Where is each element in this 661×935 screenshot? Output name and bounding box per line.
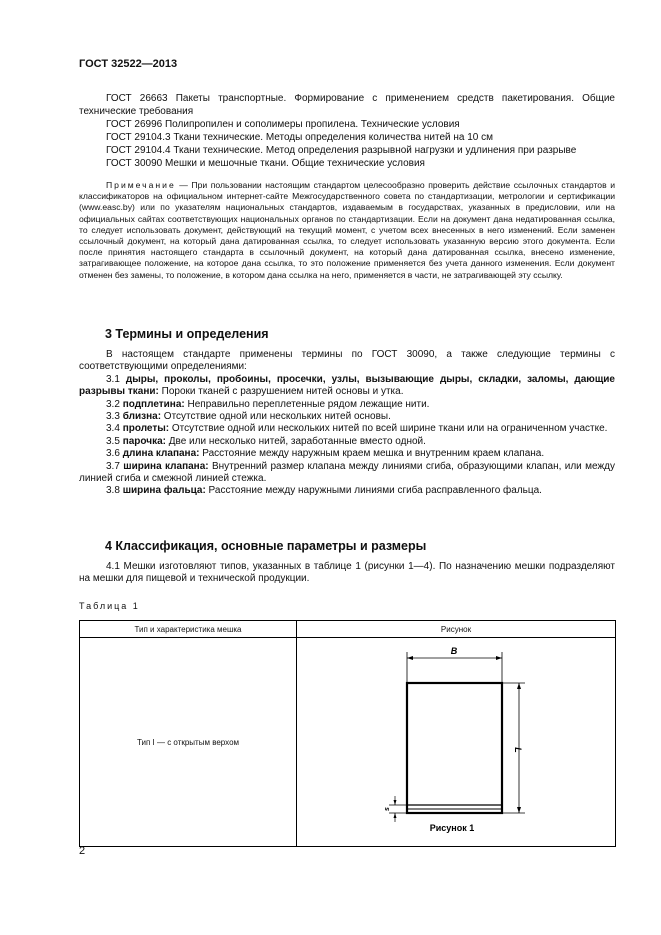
section-4-title: 4 Классификация, основные параметры и размеры (105, 539, 427, 553)
reference-item: ГОСТ 30090 Мешки и мешочные ткани. Общие технические условия (106, 158, 425, 169)
column-header-type: Тип и характеристика мешка (80, 621, 297, 638)
term-item: 3.4 пролеты: Отсутствие одной или нескольких нитей по всей ширине ткани или на ограниченном участке. (106, 423, 608, 435)
document-code: ГОСТ 32522—2013 (79, 58, 178, 70)
figure-cell (297, 638, 616, 847)
reference-item: ГОСТ 29104.3 Ткани технические. Методы определения количества нитей на 10 см (106, 132, 494, 143)
table-caption: Таблица 1 (79, 601, 140, 611)
section-3-intro: В настоящем стандарте применены термины по ГОСТ 30090, а также следующие термины с соответствующими определениями: (79, 349, 615, 373)
table-header-row (80, 621, 616, 638)
term-item: 3.8 ширина фальца: Расстояние между наружными линиями сгиба расправленного фальца. (106, 485, 542, 497)
term-item: 3.3 близна: Отсутствие одной или нескольких нитей основы. (106, 411, 391, 423)
reference-item: ГОСТ 26663 Пакеты транспортные. Формирование с применением средств пакетирования. Общие технические требования (79, 93, 615, 117)
note-text: — При пользовании настоящим стандартом целесообразно проверить действие ссылочных стандартов и классификаторов на официальном интернет-сайте Межгосударственного совета по стандартизации, метрологии и сертификации (www.easc.by) или по указателям национальных стандартов, издаваемым в государствах, указанных в предисловии, или на официальных сайтах соответствующих национальных органов по стандартизации. Если на документ дана недатированная ссылка, то следует использовать документ, действующий на текущий момент, с учетом всех внесенных в него изменений. Если заменен ссылочный документ, на который дана датированная ссылка, то следует использовать указанную версию этого документа. Если после принятия настоящего стандарта в ссылочный документ, на который дана датированная ссылка, внесено изменение, затрагивающее положение, на которое дана ссылка, то это положение применяется без учета данного изменения. Если документ отменен без замены, то положение, в котором дана ссылка на него, применяется в части, не затрагивающей эту ссылку. (79, 180, 615, 280)
note-label: Примечание (106, 180, 176, 190)
reference-item: ГОСТ 26996 Полипропилен и сополимеры пропилена. Технические условия (106, 119, 460, 130)
page-number: 2 (79, 845, 86, 857)
section-3-title: 3 Термины и определения (105, 327, 269, 341)
table-row (80, 638, 616, 847)
normative-references (79, 92, 615, 170)
bag-outline (407, 683, 502, 813)
bag-diagram (297, 638, 615, 846)
term-item: 3.7 ширина клапана: Внутренний размер клапана между линиями сгиба, образующими клапан, или между линией сгиба и смежной линией стежка. (79, 460, 615, 485)
figure-caption: Рисунок 1 (429, 823, 475, 833)
bag-type-cell: Тип I — с открытым верхом (80, 638, 297, 847)
reference-item: ГОСТ 29104.4 Ткани технические. Метод определения разрывной нагрузки и удлинения при разрыве (106, 145, 577, 156)
section-4-para: 4.1 Мешки изготовляют типов, указанных в таблице 1 (рисунки 1—4). По назначению мешки подразделяют на мешки для пищевой и технической продукции. (79, 561, 615, 585)
column-header-figure: Рисунок (297, 621, 616, 638)
term-item: 3.5 парочка: Две или несколько нитей, заработанные вместо одной. (106, 435, 426, 447)
length-label: L (513, 747, 523, 753)
section-3-body (79, 349, 615, 498)
term-item: 3.1 дыры, проколы, пробоины, просечки, узлы, вызывающие дыры, складки, заломы, дающие разрывы ткани: Пороки тканей с разрушением нитей основы и утка. (79, 373, 615, 398)
seam-label: s (384, 807, 391, 811)
term-item: 3.6 длина клапана: Расстояние между наружным краем мешка и внутренним краем клапана. (106, 448, 545, 460)
note-block (79, 180, 615, 281)
width-label: B (450, 646, 458, 656)
term-item: 3.2 подплетина: Неправильно переплетенные рядом лежащие нити. (106, 398, 430, 410)
section-4-body (79, 561, 615, 586)
table-1 (79, 620, 616, 847)
